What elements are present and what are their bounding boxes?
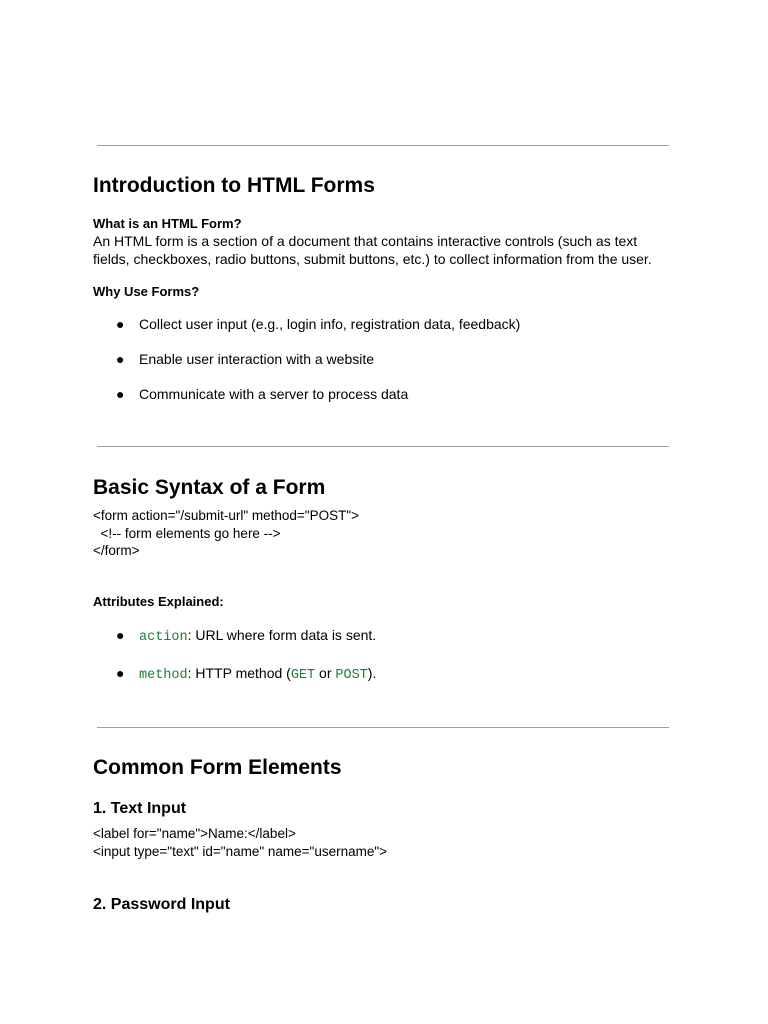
- section-title-intro: Introduction to HTML Forms: [93, 174, 375, 197]
- bullet-icon: ●: [116, 386, 125, 402]
- section-title-syntax: Basic Syntax of a Form: [93, 476, 326, 499]
- bullet-icon: ●: [116, 351, 125, 367]
- list-item-text: Collect user input (e.g., login info, registration data, feedback): [139, 316, 521, 332]
- horizontal-rule: [97, 727, 669, 728]
- code-block-text-input: <label for="name">Name:</label> <input type="text" id="name" name="username">: [93, 826, 388, 859]
- subheading-why-forms: Why Use Forms?: [93, 284, 200, 299]
- item-heading-text-input: 1. Text Input: [93, 800, 187, 817]
- bullet-icon: ●: [116, 665, 125, 681]
- list-item-text: Communicate with a server to process data: [139, 386, 409, 402]
- bullet-icon: ●: [116, 316, 125, 332]
- inline-code: method: [139, 668, 188, 683]
- horizontal-rule: [97, 446, 669, 447]
- list-item-text: action: URL where form data is sent.: [139, 627, 377, 645]
- list-item-text: Enable user interaction with a website: [139, 351, 375, 367]
- inline-code: POST: [335, 668, 368, 683]
- inline-code: action: [139, 630, 188, 645]
- code-block-form-syntax: <form action="/submit-url" method="POST"> <!-- form elements go here --> </form>: [93, 508, 360, 558]
- subheading-what-is-form: What is an HTML Form?: [93, 216, 242, 231]
- bullet-icon: ●: [116, 627, 125, 643]
- section-title-elements: Common Form Elements: [93, 756, 342, 779]
- subheading-attributes: Attributes Explained:: [93, 594, 224, 609]
- list-item-text: method: HTTP method (GET or POST).: [139, 665, 377, 683]
- paragraph-form-definition: An HTML form is a section of a document that contains interactive controls (such as text fields, checkboxes, radio buttons, submit buttons, etc.) to collect information from the user.: [93, 233, 652, 267]
- inline-code: GET: [290, 668, 316, 683]
- item-heading-password-input: 2. Password Input: [93, 896, 230, 913]
- horizontal-rule: [97, 145, 669, 146]
